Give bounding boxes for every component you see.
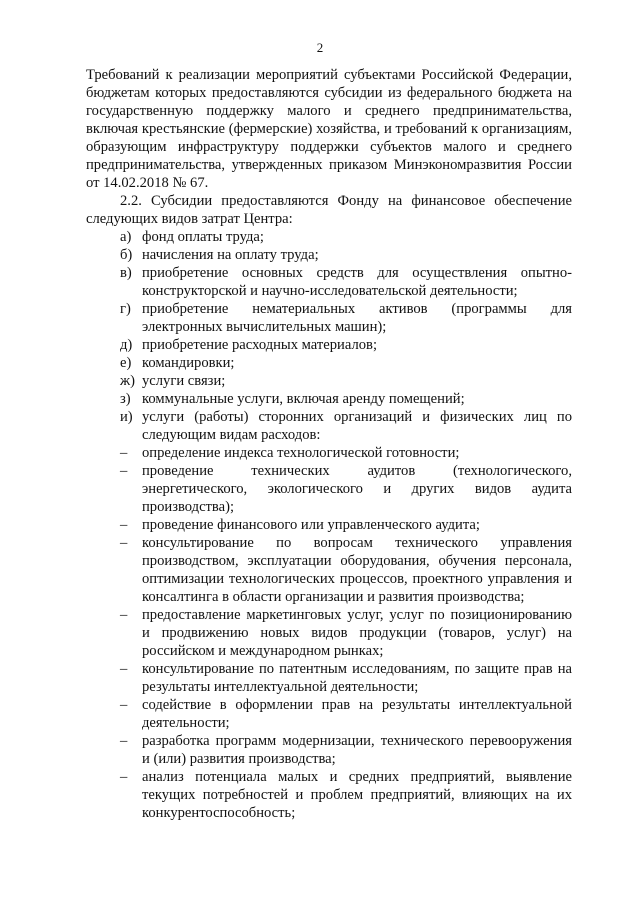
dash-marker: – [120, 661, 128, 677]
list-item-text: начисления на оплату труда; [142, 247, 319, 263]
bullet-text: проведение технических аудитов (технологического, энергетического, экологического и других видов аудита производства); [142, 463, 572, 515]
service-bullet-list [86, 444, 572, 822]
list-item-text: фонд оплаты труда; [142, 229, 264, 245]
list-item [86, 228, 572, 246]
bullet-text: содействие в оформлении прав на результаты интеллектуальной деятельности; [142, 697, 572, 731]
list-item [86, 246, 572, 264]
section-2-2-paragraph: 2.2. Субсидии предоставляются Фонду на финансовое обеспечение следующих видов затрат Центра: [86, 193, 572, 227]
expense-list [86, 228, 572, 444]
dash-marker: – [120, 697, 128, 713]
dash-marker: – [120, 535, 128, 551]
bullet-item [86, 768, 572, 822]
bullet-item [86, 732, 572, 768]
dash-marker: – [120, 769, 128, 785]
page-number: 2 [316, 40, 324, 55]
list-marker: ж) [120, 373, 135, 389]
list-item [86, 390, 572, 408]
dash-marker: – [120, 517, 128, 533]
list-marker: б) [120, 247, 133, 263]
list-item-text: приобретение расходных материалов; [142, 337, 378, 353]
bullet-item [86, 444, 572, 462]
bullet-item [86, 534, 572, 606]
dash-marker: – [120, 733, 128, 749]
list-marker: и) [120, 409, 133, 425]
list-item-text: услуги (работы) сторонних организаций и физических лиц по [142, 409, 572, 425]
bullet-text: консультирование по вопросам технического управления производством, эксплуатации оборудования, обучения персонала, оптимизации технологических процессов, проектного управления и консалтинга в области организации и развития производства; [142, 535, 572, 605]
list-item-text: услуги связи; [142, 373, 226, 389]
document-body [86, 66, 572, 822]
list-marker: д) [120, 337, 133, 353]
list-item [86, 354, 572, 372]
bullet-item [86, 462, 572, 516]
list-item-text: коммунальные услуги, включая аренду помещений; [142, 391, 465, 407]
list-marker: в) [120, 265, 132, 281]
bullet-text: определение индекса технологической готовности; [142, 445, 460, 461]
list-item-text: приобретение основных средств для осуществления опытно-конструкторской и научно-исследовательской деятельности; [142, 265, 572, 299]
intro-paragraph: Требований к реализации мероприятий субъектами Российской Федерации, бюджетам которых предоставляются субсидии из федерального бюджета на государственную поддержку малого и среднего предпринимательства, включая крестьянские (фермерские) хозяйства, и требований к организациям, образующим инфраструктуру поддержки субъектов малого и среднего предпринимательства, утвержденных приказом Минэкономразвития России от 14.02.2018 № 67. [86, 67, 572, 191]
bullet-item [86, 660, 572, 696]
bullet-text: проведение финансового или управленческого аудита; [142, 517, 480, 533]
list-item [86, 372, 572, 390]
list-item [86, 408, 572, 426]
dash-marker: – [120, 463, 128, 479]
list-marker: г) [120, 301, 131, 317]
list-item-text: командировки; [142, 355, 235, 371]
bullet-item [86, 606, 572, 660]
list-item [86, 300, 572, 336]
bullet-item [86, 696, 572, 732]
bullet-text: консультирование по патентным исследованиям, по защите прав на результаты интеллектуальной деятельности; [142, 661, 572, 695]
bullet-text: предоставление маркетинговых услуг, услуг по позиционированию и продвижению новых видов продукции (товаров, услуг) на российском и международном рынках; [142, 607, 572, 659]
list-item-text: приобретение нематериальных активов (программы для электронных вычислительных машин); [142, 301, 572, 335]
list-item [86, 264, 572, 300]
bullet-item [86, 516, 572, 534]
list-marker: з) [120, 391, 131, 407]
list-item [86, 336, 572, 354]
dash-marker: – [120, 607, 128, 623]
dash-marker: – [120, 445, 128, 461]
list-marker: е) [120, 355, 132, 371]
list-subheading: следующим видам расходов: [142, 427, 321, 443]
list-marker: а) [120, 229, 132, 245]
bullet-text: анализ потенциала малых и средних предприятий, выявление текущих потребностей и проблем предприятий, влияющих на их конкурентоспособность; [142, 769, 572, 821]
bullet-text: разработка программ модернизации, технического перевооружения и (или) развития производства; [142, 733, 572, 767]
